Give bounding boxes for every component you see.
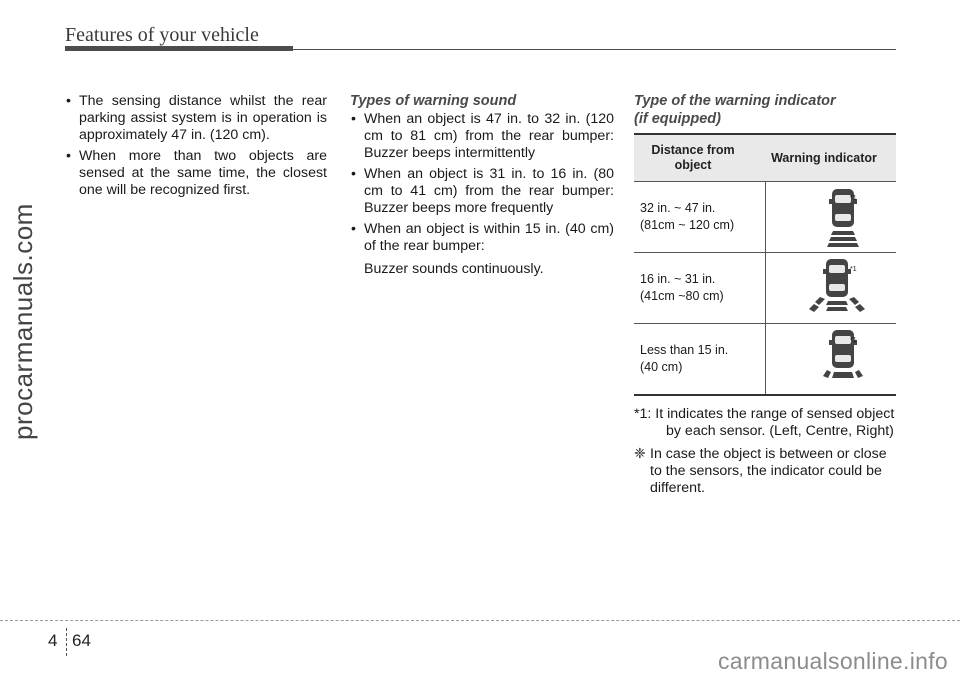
page-number: 64 [72, 631, 91, 650]
footnote-mark: *1 [850, 337, 857, 344]
bullet-list [65, 93, 327, 199]
header-indicator: Warning indicator [771, 150, 877, 165]
footnote-mark: *1 [850, 195, 857, 202]
note-symbol-icon: ❈ [634, 446, 646, 462]
bullet-item: • When more than two objects are sensed at the same time, the closest one will be recognized first. [65, 148, 327, 199]
bullet-continuation: Buzzer sounds continuously. [364, 261, 544, 277]
bullet-item: • The sensing distance whilst the rear parking assist system is in operation is approximately 47 in. (120 cm). [65, 93, 327, 144]
header-rule-thin [293, 49, 896, 50]
distance-line2: (81cm ~ 120 cm) [640, 218, 735, 232]
car-rear-close-icon [814, 328, 874, 390]
table-header [634, 135, 896, 182]
watermark-left: procarmanuals.com [8, 203, 38, 440]
column-middle [350, 93, 614, 278]
footnote-line2: by each sensor. (Left, Centre, Right) [666, 423, 894, 439]
distance-cell [634, 253, 766, 323]
footnote [634, 406, 896, 440]
column-right [634, 93, 896, 497]
bullet-item: • When an object is within 15 in. (40 cm) of the rear bumper: [350, 221, 614, 255]
table-row [634, 253, 896, 324]
watermark-bottom: carmanualsonline.info [717, 648, 948, 674]
table-row [634, 324, 896, 394]
footnote-line1: *1: It indicates the range of sensed object [634, 406, 895, 422]
distance-cell [634, 182, 766, 252]
column-left [65, 93, 327, 199]
bullet-item: • When an object is 31 in. to 16 in. (80 cm to 41 cm) from the rear bumper: Buzzer beeps more frequently [350, 166, 614, 217]
bottom-rule [0, 620, 960, 621]
car-rear-wide-icon [806, 257, 868, 321]
indicator-cell [766, 324, 896, 394]
chapter-number: 4 [48, 631, 58, 650]
distance-line2: (40 cm) [640, 360, 683, 374]
distance-line1: Less than 15 in. [640, 343, 729, 357]
note-text: In case the object is between or close to the sensors, the indicator could be different. [650, 446, 887, 496]
bullet-item: • When an object is 47 in. to 32 in. (120 cm to 81 cm) from the rear bumper: Buzzer beeps intermittently [350, 111, 614, 162]
warning-indicator-table [634, 133, 896, 396]
indicator-cell [766, 182, 896, 252]
footnote-mark: *1 [850, 266, 857, 273]
footer-divider [66, 628, 68, 656]
table-row [634, 182, 896, 253]
bullet-list [350, 111, 614, 255]
indicator-cell [766, 253, 896, 323]
car-rear-center-icon [814, 186, 874, 248]
distance-line2: (41cm ~80 cm) [640, 289, 724, 303]
section-title-warning-indicator-line2: (if equipped) [634, 111, 721, 127]
note [634, 446, 896, 497]
distance-line1: 32 in. ~ 47 in. [640, 201, 716, 215]
section-title-warning-indicator-line1: Type of the warning indicator [634, 93, 836, 109]
header-rule-thick [65, 46, 293, 51]
header-distance: Distance from object [651, 143, 735, 172]
section-title-warning-sound: Types of warning sound [350, 93, 517, 109]
distance-cell [634, 324, 766, 394]
distance-line1: 16 in. ~ 31 in. [640, 272, 716, 286]
header-title: Features of your vehicle [65, 24, 259, 46]
